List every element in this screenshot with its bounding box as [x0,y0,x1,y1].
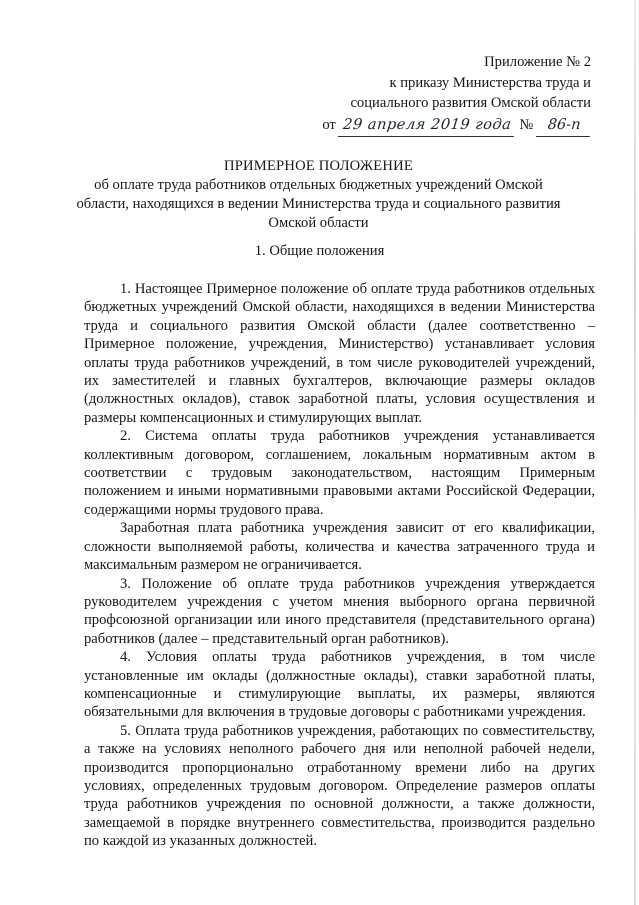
order-reference: к приказу Министерства труда и [389,74,591,91]
handwritten-date: 29 апреля 2019 года [338,115,517,137]
document-body [84,280,595,851]
paragraph-2: 2. Система оплаты труда работников учреждения устанавливается коллективным договором, соглашением, локальным нормативным актом в соответствии с трудовым законодательством, настоящим Примерным положением и иными нормативными правовыми актами Российской Федерации, содержащими нормы трудового права. [84,428,595,518]
title-main: ПРИМЕРНОЕ ПОЛОЖЕНИЕ [223,158,414,174]
title-subtitle: об оплате труда работников отдельных бюджетных учреждений Омской области, находящихся в ведении Министерства труда и социального развития Омской области [76,177,561,231]
section-heading: 1. Общие положения [254,243,385,259]
handwritten-order-number: 86-п [536,115,592,137]
paragraph-4: 4. Условия оплаты труда работников учреждения, в том числе установленные им оклады (должностные оклады), ставки заработной платы, компенсационные и стимулирующие выплаты, их размеры, являются обязательными для включения в трудовые договоры с работниками учреждения. [84,649,595,721]
paragraph-1: 1. Настоящее Примерное положение об оплате труда работников отдельных бюджетных учреждений Омской области, находящихся в ведении Министерства труда и социального развития Омской области (далее соответственно – Примерное положение, учреждения, Министерство) устанавливает условия оплаты труда работников учреждений, в том числе руководителей учреждений, их заместителей и главных бухгалтеров, включающие размеры окладов (должностных окладов), ставок заработной платы, условия осуществления и размеры компенсационных и стимулирующих выплат. [84,281,595,426]
ministry-name: социального развития Омской области [350,95,591,111]
appendix-header [322,52,591,136]
number-label: № [519,116,534,133]
appendix-number: Приложение № 2 [484,54,591,70]
scan-edge [634,0,636,905]
paragraph-3: 3. Положение об оплате труда работников учреждения утверждается руководителем учреждения с учетом мнения выборного органа первичной профсоюзной организации или иного представителя (представительного органа) работников (далее – представительный орган работников). [84,575,595,647]
paragraph-2-continued: Заработная плата работника учреждения зависит от его квалификации, сложности выполняемой работы, количества и качества затраченного труда и максимальным размером не ограничивается. [84,520,595,574]
from-label: от [322,116,336,133]
paragraph-5: 5. Оплата труда работников учреждения, работающих по совместительству, а также на условиях неполного рабочего дня или неполной рабочей недели, производится пропорционально отработанному времени либо на других условиях, определенных трудовым договором. Определение размеров оплаты труда работников учреждения по основной должности, а также должности, замещаемой в порядке внутреннего совместительства, производится раздельно по каждой из указанных должностей. [84,722,595,850]
document-title [70,157,567,233]
order-date-line [322,115,591,137]
